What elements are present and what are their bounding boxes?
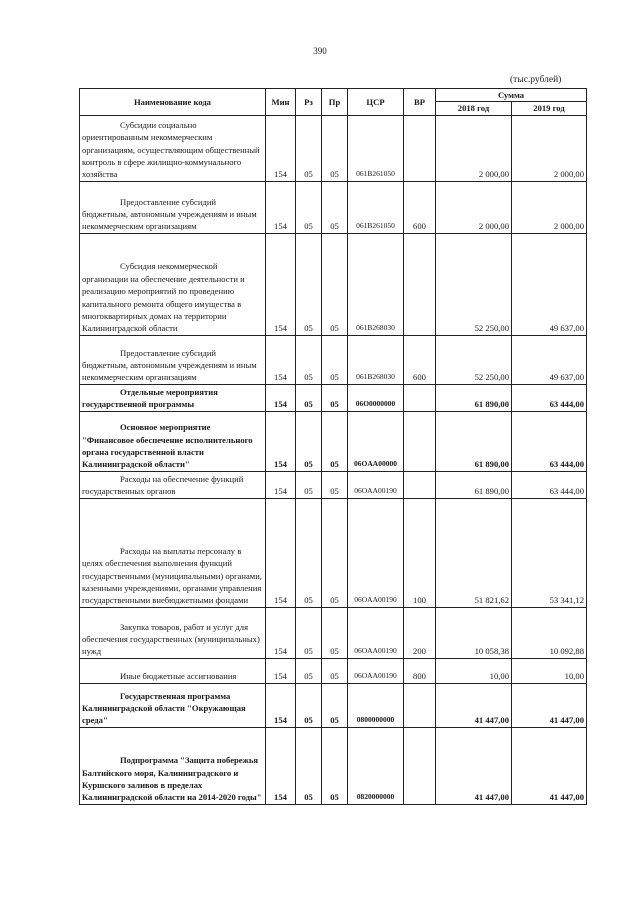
row-rz: 05: [296, 384, 322, 411]
row-csr: 0820000000: [348, 727, 404, 804]
row-pr: 05: [322, 683, 348, 727]
table-row: [80, 658, 587, 683]
row-name-cell: [80, 727, 266, 804]
row-rz: 05: [296, 471, 322, 498]
table-row: [80, 384, 587, 411]
table-row: [80, 233, 587, 335]
header-name: Наименование кода: [80, 89, 266, 116]
row-pr: 05: [322, 384, 348, 411]
table-row: [80, 727, 587, 804]
row-rz: 05: [296, 498, 322, 607]
row-pr: 05: [322, 411, 348, 471]
row-pr: 05: [322, 727, 348, 804]
row-amount-2019: 2 000,00: [512, 115, 587, 181]
row-name-cell: [80, 115, 266, 181]
row-vr: 800: [404, 658, 436, 683]
row-csr: 06OAA00190: [348, 471, 404, 498]
row-pr: 05: [322, 658, 348, 683]
table-row: [80, 607, 587, 658]
row-csr: 06O0000000: [348, 384, 404, 411]
row-amount-2018: 52 250,00: [436, 335, 512, 384]
table-row: [80, 115, 587, 181]
row-amount-2019: 63 444,00: [512, 471, 587, 498]
budget-table: [79, 88, 587, 805]
row-amount-2019: 63 444,00: [512, 411, 587, 471]
table-body: [80, 115, 587, 804]
table-row: [80, 411, 587, 471]
row-name-cell: [80, 498, 266, 607]
header-sum: Сумма: [436, 89, 587, 102]
row-name-cell: [80, 471, 266, 498]
row-amount-2018: 41 447,00: [436, 727, 512, 804]
row-csr: 061B268030: [348, 233, 404, 335]
row-amount-2019: 10 092,88: [512, 607, 587, 658]
row-pr: 05: [322, 181, 348, 233]
units-label: (тыс.рублей): [510, 75, 562, 85]
row-amount-2018: 41 447,00: [436, 683, 512, 727]
header-rz: Рз: [296, 89, 322, 116]
row-name-cell: [80, 335, 266, 384]
row-csr: 061B261050: [348, 115, 404, 181]
row-vr: 100: [404, 498, 436, 607]
row-pr: 05: [322, 335, 348, 384]
row-name: Предоставление субсидий бюджетным, автономным учреждениям и иным некоммерческим организациям: [82, 196, 257, 232]
row-vr: [404, 384, 436, 411]
row-min: 154: [266, 115, 296, 181]
header-pr: Пр: [322, 89, 348, 116]
row-min: 154: [266, 233, 296, 335]
row-vr: [404, 727, 436, 804]
header-2018: 2018 год: [436, 102, 512, 115]
row-rz: 05: [296, 683, 322, 727]
row-csr: 06OAA00000: [348, 411, 404, 471]
row-name-cell: [80, 181, 266, 233]
row-rz: 05: [296, 233, 322, 335]
row-amount-2018: 61 890,00: [436, 384, 512, 411]
row-name: Расходы на обеспечение функций государственных органов: [82, 474, 244, 497]
row-csr: 06OAA00190: [348, 498, 404, 607]
page-number: 390: [313, 46, 327, 56]
row-amount-2018: 2 000,00: [436, 115, 512, 181]
row-amount-2019: 2 000,00: [512, 181, 587, 233]
row-name: Субсидия некоммерческой организации на обеспечение деятельности и реализацию мероприятий по проведению капитального ремонта общего имущества в многоквартирных домах на территории Калининградской области: [82, 261, 245, 334]
row-vr: 600: [404, 335, 436, 384]
row-csr: 06OAA00190: [348, 658, 404, 683]
table-row: [80, 683, 587, 727]
row-amount-2018: 61 890,00: [436, 411, 512, 471]
header-row-top: [80, 89, 587, 102]
table-row: [80, 181, 587, 233]
row-vr: [404, 683, 436, 727]
table-row: [80, 335, 587, 384]
row-rz: 05: [296, 607, 322, 658]
row-rz: 05: [296, 727, 322, 804]
row-amount-2018: 10,00: [436, 658, 512, 683]
row-pr: 05: [322, 607, 348, 658]
row-min: 154: [266, 181, 296, 233]
header-vr: ВР: [404, 89, 436, 116]
row-min: 154: [266, 498, 296, 607]
row-amount-2019: 63 444,00: [512, 384, 587, 411]
row-amount-2018: 61 890,00: [436, 471, 512, 498]
row-name: Основное мероприятие "Финансовое обеспечение исполнительного органа государственной власти Калининградской области": [82, 422, 253, 470]
row-name: Подпрограмма "Защита побережья Балтийского моря, Калининградского и Куршского заливов в пределах Калининградской области на 2014-2020 годы": [82, 755, 262, 803]
row-rz: 05: [296, 658, 322, 683]
row-amount-2019: 49 637,00: [512, 335, 587, 384]
row-csr: 061B261050: [348, 181, 404, 233]
row-min: 154: [266, 658, 296, 683]
row-name-cell: [80, 384, 266, 411]
row-amount-2018: 10 058,38: [436, 607, 512, 658]
row-rz: 05: [296, 335, 322, 384]
row-vr: [404, 115, 436, 181]
row-name: Иные бюджетные ассигнования: [120, 671, 237, 682]
row-pr: 05: [322, 471, 348, 498]
row-rz: 05: [296, 181, 322, 233]
row-name-cell: [80, 658, 266, 683]
row-min: 154: [266, 727, 296, 804]
row-min: 154: [266, 411, 296, 471]
row-amount-2019: 53 341,12: [512, 498, 587, 607]
row-pr: 05: [322, 233, 348, 335]
row-amount-2019: 41 447,00: [512, 683, 587, 727]
row-name: Государственная программа Калининградской области "Окружающая среда": [82, 690, 246, 726]
row-amount-2018: 51 821,62: [436, 498, 512, 607]
row-vr: [404, 233, 436, 335]
row-name-cell: [80, 233, 266, 335]
row-name: Субсидии социально ориентированным некоммерческим организациям, осуществляющим общественный контроль в сфере жилищно-коммунального хозяйства: [82, 119, 260, 180]
table-row: [80, 471, 587, 498]
row-rz: 05: [296, 411, 322, 471]
row-csr: 061B268030: [348, 335, 404, 384]
row-pr: 05: [322, 498, 348, 607]
row-vr: [404, 471, 436, 498]
row-pr: 05: [322, 115, 348, 181]
row-vr: 600: [404, 181, 436, 233]
row-csr: 0800000000: [348, 683, 404, 727]
row-vr: [404, 411, 436, 471]
row-amount-2019: 10,00: [512, 658, 587, 683]
table-row: [80, 498, 587, 607]
row-min: 154: [266, 335, 296, 384]
row-amount-2019: 41 447,00: [512, 727, 587, 804]
row-amount-2018: 2 000,00: [436, 181, 512, 233]
row-name: Расходы на выплаты персоналу в целях обеспечения выполнения функций государственными (муниципальными) органами, казенными учреждениями, органами управления государственными внебюджетными фондами: [82, 545, 262, 606]
row-min: 154: [266, 683, 296, 727]
row-amount-2018: 52 250,00: [436, 233, 512, 335]
row-amount-2019: 49 637,00: [512, 233, 587, 335]
row-name: Предоставление субсидий бюджетным, автономным учреждениям и иным некоммерческим организациям: [82, 347, 257, 383]
header-csr: ЦСР: [348, 89, 404, 116]
header-2019: 2019 год: [512, 102, 587, 115]
row-name-cell: [80, 607, 266, 658]
row-name-cell: [80, 683, 266, 727]
row-vr: 200: [404, 607, 436, 658]
row-csr: 06OAA00190: [348, 607, 404, 658]
row-name: Отдельные мероприятия государственной программы: [82, 387, 218, 410]
row-min: 154: [266, 607, 296, 658]
row-name-cell: [80, 411, 266, 471]
header-min: Мин: [266, 89, 296, 116]
row-min: 154: [266, 471, 296, 498]
row-rz: 05: [296, 115, 322, 181]
row-name: Закупка товаров, работ и услуг для обеспечения государственных (муниципальных) нужд: [82, 621, 260, 657]
row-min: 154: [266, 384, 296, 411]
